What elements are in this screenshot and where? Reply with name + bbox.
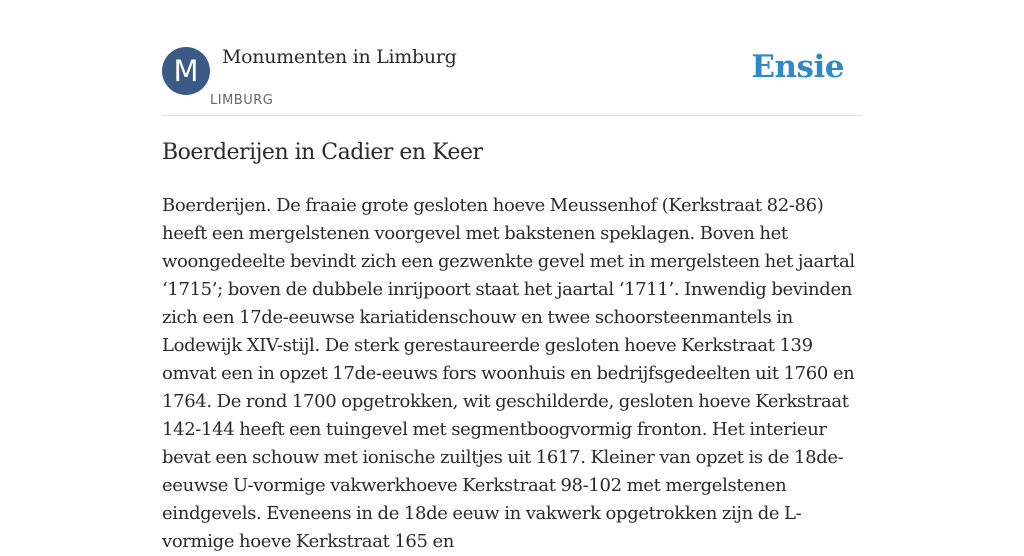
category-link[interactable]: LIMBURG	[210, 93, 274, 108]
header-divider	[162, 115, 862, 116]
brand-logo[interactable]: Ensie	[751, 49, 844, 85]
header	[162, 46, 862, 116]
article-title: Boerderijen in Cadier en Keer	[162, 140, 483, 165]
article-body: Boerderijen. De fraaie grote gesloten hoeve Meussenhof (Kerkstraat 82-86) heeft een mergelstenen voorgevel met bakstenen speklagen. Boven het woongedeelte bevindt zich een gezwenkte gevel met in mergelsteen het jaartal ‘1715’; boven de dubbele inrijpoort staat het jaartal ‘1711’. Inwendig bevinden zich een 17de-eeuwse kariatidenschouw en twee schoorsteenmantels in Lodewijk XIV-stijl. De sterk gerestaureerde gesloten hoeve Kerkstraat 139 omvat een in opzet 17de-eeuws fors woonhuis en bedrijfsgedeelten uit 1760 en 1764. De rond 1700 opgetrokken, wit geschilderde, gesloten hoeve Kerkstraat 142-144 heeft een tuingevel met segmentboogvormig fronton. Het interieur bevat een schouw met ionische zuiltjes uit 1617. Kleiner van opzet is de 18de-eeuwse U-vormige vakwerkhoeve Kerkstraat 98-102 met mergelstenen eindgevels. Eveneens in de 18de eeuw in vakwerk opgetrokken zijn de L-vormige hoeve Kerkstraat 165 en	[162, 195, 855, 552]
avatar[interactable]: M	[162, 47, 210, 95]
book-title-link[interactable]: Monumenten in Limburg	[222, 46, 457, 68]
